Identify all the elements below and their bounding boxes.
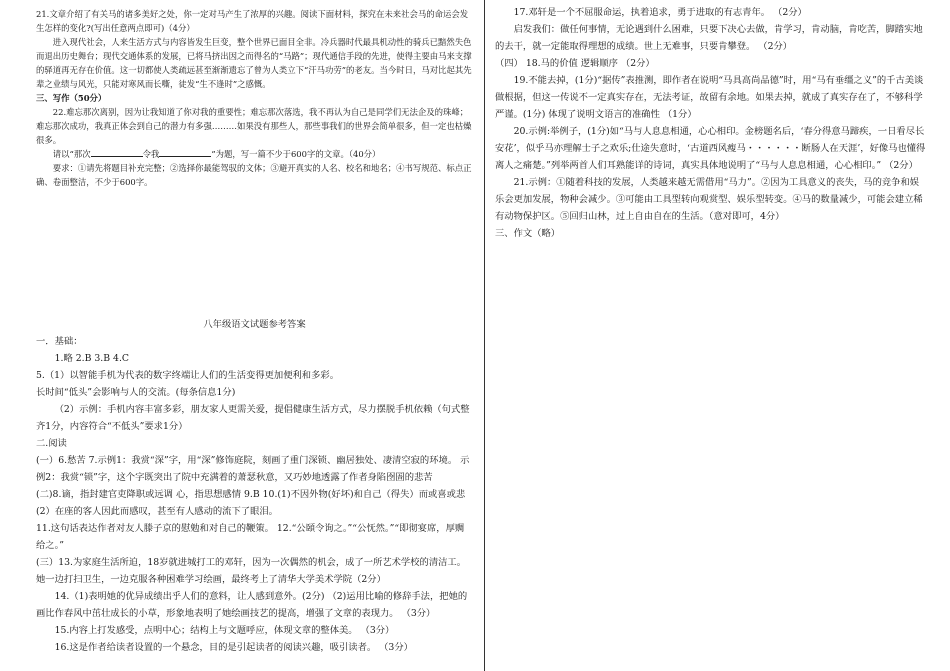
answer-17-inspiration: 启发我们：做任何事情，无论遇到什么困难，只要下决心去做，肯学习，肯动脑，肯吃苦，脚踏实地的去干，就一定能取得理想的成绩。世上无难事，只要肯攀登。 （2分） (495, 24, 923, 52)
essay-requirements: 要求：①请先将题目补充完整；②选择你最能驾驭的文体；③避开真实的人名、校名和地名；④书写规范、标点正确、卷面整洁，不少于600字。 (36, 163, 472, 187)
question-22: 22.难忘那次离别，因为让我知道了你对我的重要性；难忘那次落选，我不再认为自己是同学们无法企及的珠峰；难忘那次成功，我真正体会到自己的潜力有多强………如果没有那些人，那些事我们的世界会简单很多，但一定也枯燥很多。 (36, 107, 472, 145)
answer-13: (三）13.为家庭生活所迫，18岁就进城打工的邓轩，因为一次偶然的机会，成了一所艺术学校的清洁工。她一边打扫卫生，一边克服各种困难学习绘画，最终考上了清华大学美术学院（2分） (36, 557, 467, 585)
exam-questions-section (36, 7, 473, 189)
right-column (495, 0, 926, 671)
reading-material: 进入现代社会，人来生活方式与内容皆发生巨变，整个世界已面目全非。冷兵器时代最具机动性的骑兵已黯然失色而退出历史舞台；现代交通体系的发展，已将马挤出因之而得名的“马路”；现代通信手段的先进，使得主要由马来支撑的驿道再无存在价值。这一切都使人类疏远甚至渐渐遗忘了曾为人类立下“汗马功劳”的老友。当今时日，马对比起其先辈之业绩与风光，只能对寒风而长嘶，徒发“生不逢时”之感慨。 (36, 37, 472, 89)
essay-prompt: 请以“那次 令我 ”为题，写一篇不少于600字的文章。（40分） (52, 149, 381, 159)
question-21: 21.文章介绍了有关马的诸多美好之处，你一定对马产生了浓厚的兴趣。阅读下面材料，探究在未来社会马的命运会发生怎样的变化?(写出任意两点即可)（4分） (36, 9, 469, 33)
answer-11-12: 11.这句话表达作者对友人滕子京的慰勉和对自己的鞭策。 12.“公頣令询之。”“公怃然。”“即彻宴席，厚赒 给之。” (36, 523, 465, 551)
answer-5-part1: 5.（1）以智能手机为代表的数字终端让人们的生活变得更加便利和多彩。 (36, 370, 339, 381)
basics-heading: 一．基础： (36, 336, 83, 347)
answer-key-title: 八年级语文试题参考答案 (203, 319, 306, 330)
answer-5-part2: （2）示例：手机内容丰富多彩，朋友家人更需关爱，提倡健康生活方式，尽力摆脱手机依赖（句式整齐1分，内容符合“不低头”要求1分） (36, 404, 470, 432)
answer-key-section (36, 316, 473, 656)
column-divider (484, 0, 485, 671)
title-blank-1 (91, 147, 143, 157)
answer-17: 17.邓轩是一个不屈服命运，执着追求，勇于进取的有志青年。 （2分） (513, 7, 807, 18)
composition-answer: 三、作文（略） (495, 228, 561, 239)
answer-18: （四） 18.马的价值 逻辑顺序 （2分） (495, 58, 655, 69)
answer-16: 16.这是作者给读者设置的一个悬念，目的是引起读者的阅读兴趣，吸引读者。 （3分） (54, 642, 413, 653)
reading-heading: 二.阅读 (36, 438, 67, 449)
writing-section-heading: 三、写作（50分） (36, 93, 107, 103)
answer-21: 21.示例：①随着科技的发展，人类越来越无需借用“马力”。②因为工具意义的丧失，马的竞争和娱乐会更加发展，物种会减少。③可能由工具型转向观赏型、娱乐型转变。④马的数量减少，可能会建立稀有动物保护区。⑤回归山林，过上自由自在的生活。（意对即可，4分） (495, 177, 923, 222)
answer-key-continued (495, 4, 926, 242)
answer-19: 19.不能去掉，(1分)“据传”表推测，即作者在说明“马具高尚品德”时，用“马有垂缰之义”的千古美谈做根据，但这一传说不一定真实存在，无法考证，故留有余地。如果去掉，就成了真实存在了，不够科学严谨。(1分) 体现了说明文语言的准确性 （1分） (495, 75, 924, 120)
answer-8-10: (二)8.谪，指封建官吏降职或远调 心，指思想感情 9.B 10.(1)不因外物(好坏)和自己（得失）而或喜或悲 (2）在座的客人因此而感叹，甚至有人感动的流下了眼泪。 (36, 489, 466, 517)
answer-15: 15.内容上打发感受，点明中心；结构上与文题呼应，体现文章的整体美。 （3分） (54, 625, 395, 636)
answer-5-part1-note: 长时间“低头”会影响与人的交流。(每条信息1分) (36, 387, 236, 398)
title-blank-2 (159, 147, 211, 157)
answer-1-4: 1.略 2.B 3.B 4.C (54, 353, 130, 364)
answer-14: 14.（1)表明她的优异成绩出乎人们的意料，让人感到意外。(2分) （2)运用比喻的修辞手法，把她的画比作春风中茁壮成长的小草，形象地表明了她绘画技艺的提高，增强了文章的表现力。 （3分） (36, 591, 468, 619)
answer-20: 20.示例:举例子，(1分)如“马与人息息相通，心心相印。金榜题名后，‘春分得意马蹄疾，一日看尽长安花’，似乎马亦理解士子之欢乐;仕途失意时，‘古道西风瘦马・・・・・・断肠人在天涯’，好像马也懂得离人之痛楚。”列举两首人们耳熟能详的诗词，真实具体地说明了“马与人息息相通，心心相印。” （2分） (495, 126, 926, 171)
left-column (36, 0, 473, 671)
answer-6-7: (一）6.愁苦 7.示例1：我赏“深”字，用“深”修饰庭院，刻画了重门深锁、幽居独处、凄清空寂的环境。 示例2：我赏“锁”字，这个字既突出了院中充满着的萧瑟秋意，又巧妙地透露了作者身陷囹圄的悲苦 (36, 455, 470, 483)
